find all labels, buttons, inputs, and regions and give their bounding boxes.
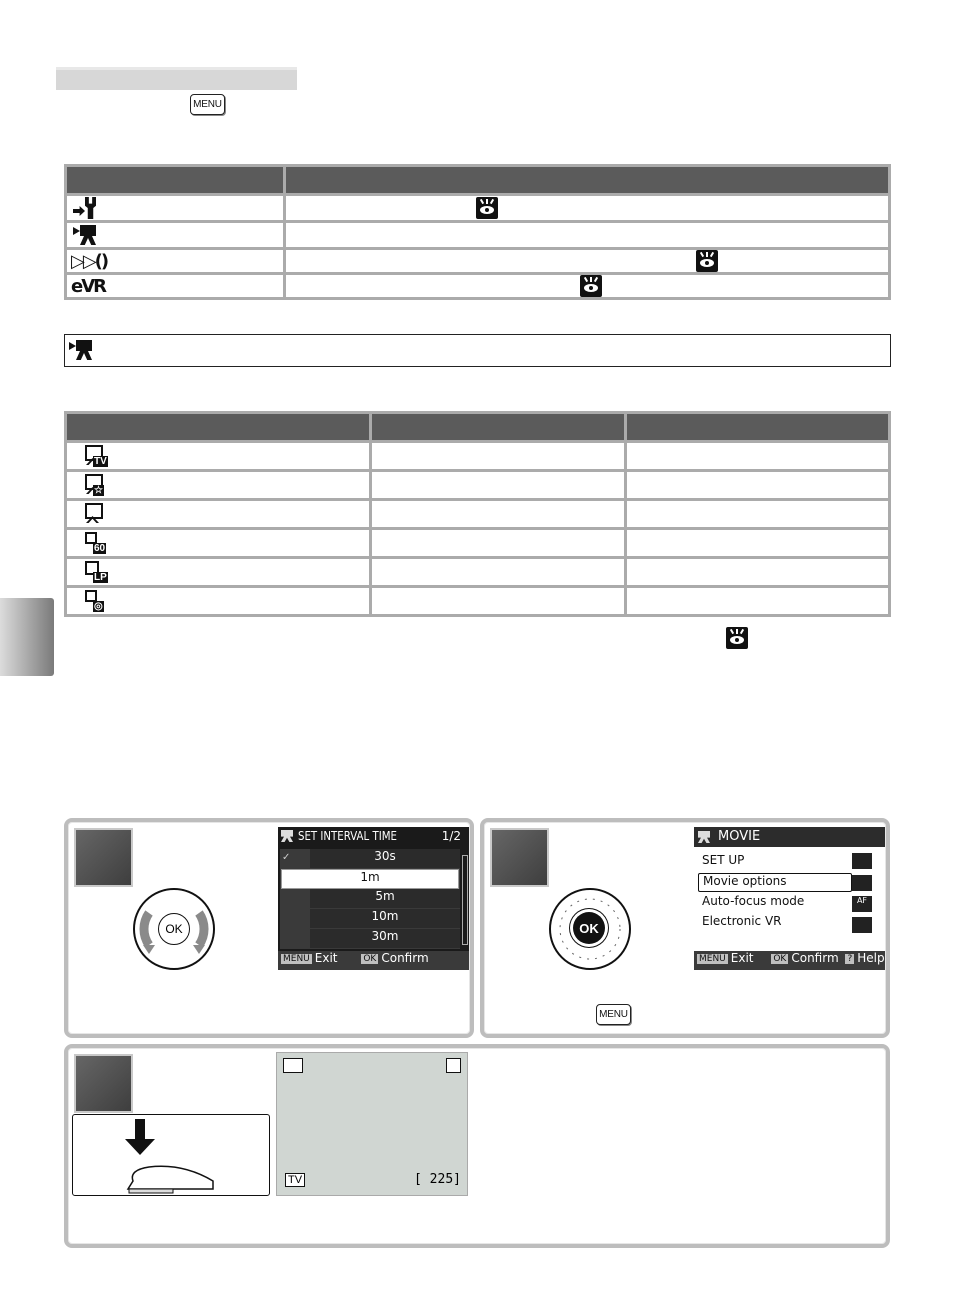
movie-options-heading [64,334,891,367]
camera-lcd-screen [694,827,885,970]
menu-item-movie-options-selected[interactable]: Movie options [698,873,852,892]
wrench-icon [852,853,872,869]
press-arrow-icon [73,1115,269,1195]
step-panel-1 [64,818,474,1038]
table-row [66,195,890,222]
help-label: Help [857,951,885,965]
page-indicator: 1/2 [441,829,461,843]
scrollbar[interactable] [462,855,468,945]
option-10m[interactable]: 10m [310,909,460,928]
check-icon: ✓ [282,852,291,863]
confirm-label: Confirm [791,951,839,965]
table-header-cell [285,166,890,195]
step-number-box [490,828,549,887]
frames-remaining: [ 225] [414,1172,461,1187]
lp-movie-icon: LP [83,559,105,585]
menu-item-autofocus[interactable]: Auto-focus mode [702,894,805,908]
confirm-label: Confirm [381,951,429,965]
tv-movie-icon: TV [83,443,105,469]
table-row [66,558,890,587]
step-number-box [74,828,133,887]
menu-overview-table [64,164,891,300]
smaller-size-movie-icon [83,501,105,527]
table-header-cell [626,413,890,442]
help-icon: ? [847,953,853,964]
step-panel-3 [64,1044,890,1248]
screen-title: MOVIE [718,829,761,844]
see-page-eye-icon [580,275,602,297]
menu-button-icon: MENU [596,1004,631,1025]
movie-icon [852,875,872,891]
ok-key-icon: OK [363,953,377,964]
small-size-movie-icon: ☆ [83,472,105,498]
option-5m[interactable]: 5m [310,889,460,908]
table-row [66,222,890,249]
table-header-cell [371,413,626,442]
ok-button-pressed[interactable]: OK [573,912,605,944]
shutter-press-illustration [72,1114,270,1196]
camera-preview-screen [276,1052,468,1196]
movie-camera-icon [67,338,97,362]
menu-key-icon: MENU [283,953,310,964]
camera-lcd-screen [278,827,469,970]
menu-button-icon: MENU [190,94,225,115]
exit-label: Exit [314,951,338,965]
table-row [66,500,890,529]
step-panel-2 [480,818,890,1038]
time-lapse-mode-icon [283,1058,303,1073]
movie-icon [281,830,293,842]
wrench-arrow-icon [71,196,101,220]
see-page-eye-icon [696,250,718,272]
menu-item-electronic-vr[interactable]: Electronic VR [702,914,782,928]
time-lapse-movie-icon: ◎ [83,588,105,614]
section-heading-bar [56,67,297,90]
table-row [66,471,890,500]
see-page-eye-icon [476,197,498,219]
table-row [66,249,890,274]
option-30s[interactable]: 30s [310,849,460,868]
af-icon: AF [852,896,872,912]
see-page-eye-icon [726,627,748,649]
table-header-cell [66,166,285,195]
menu-list [694,847,885,951]
table-row [66,587,890,616]
exit-label: Exit [730,951,754,965]
movie-icon [698,831,710,843]
menu-item-setup[interactable]: SET UP [702,853,745,867]
screen-footer [694,951,885,970]
table-header-cell [66,413,371,442]
time-lapse-icon: ▷▷() [71,250,108,272]
ok-button[interactable]: OK [158,913,190,945]
table-row [66,442,890,471]
multi-selector-dial[interactable] [549,888,631,970]
movie-options-table [64,411,891,617]
options-list [280,849,460,949]
internal-memory-icon [446,1058,461,1073]
table-row [66,274,890,299]
table-row [66,529,890,558]
evr-icon: eVR [71,275,105,297]
screen-title: SET INTERVAL TIME [298,829,397,843]
screen-title-bar [694,827,885,847]
ok-key-icon: OK [773,953,787,964]
vr-icon [852,917,872,933]
screen-footer [278,951,469,970]
step-number-box [74,1054,133,1113]
60-movie-icon: 60 [83,530,105,556]
menu-key-icon: MENU [699,953,726,964]
movie-camera-icon [71,223,101,247]
option-1m-selected[interactable]: 1m [281,869,459,889]
tv-movie-icon: TV [285,1173,305,1187]
multi-selector-dial[interactable] [133,888,215,970]
chapter-tab [0,598,54,676]
option-30m[interactable]: 30m [310,929,460,948]
screen-title-bar [278,827,469,847]
